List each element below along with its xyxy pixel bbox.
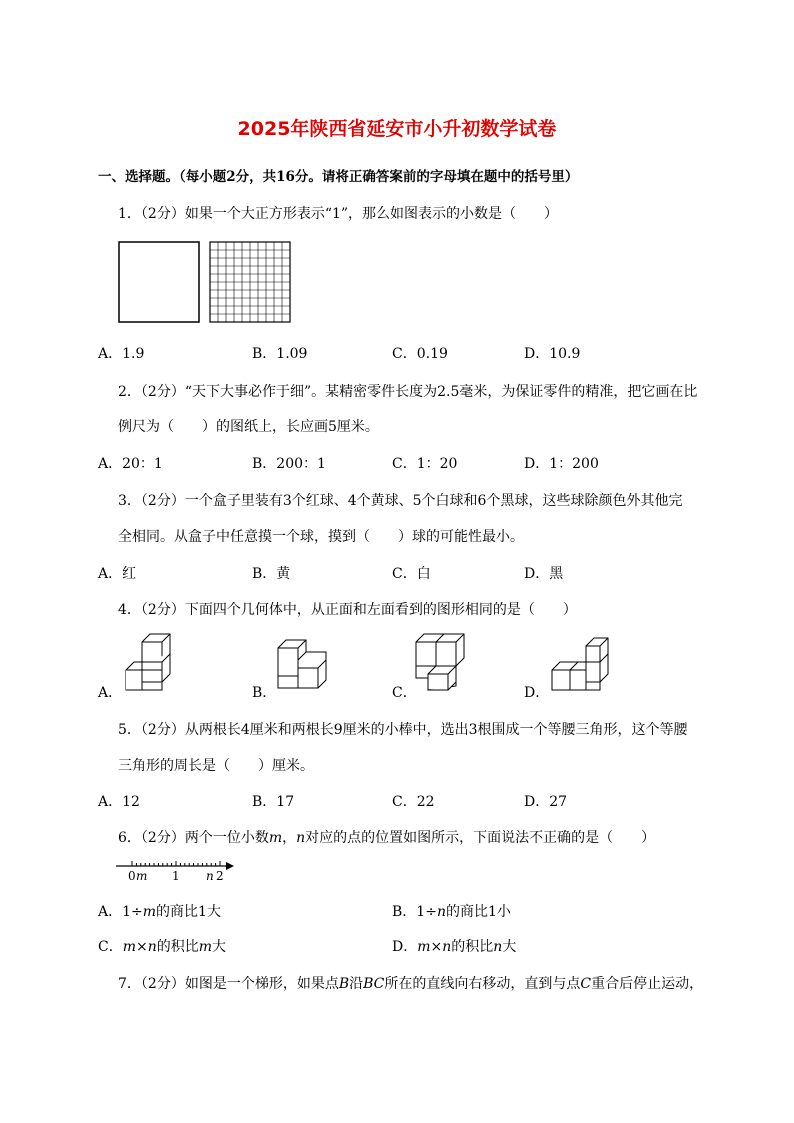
question-2-stem-line2: 例尺为（ ）的图纸上，长应画5厘米。 xyxy=(118,419,379,435)
q6-option-a: A．1÷m的商比1大 xyxy=(98,904,221,920)
question-1-figure xyxy=(116,240,296,324)
q5-option-b: B．17 xyxy=(252,794,295,810)
number-line-label-1: 1 xyxy=(172,869,180,883)
question-6-stem: 6．（2分）两个一位小数m，n对应的点的位置如图所示，下面说法不正确的是（ ） xyxy=(118,830,656,846)
q1-option-b: B．1.09 xyxy=(252,346,308,362)
hundred-grid xyxy=(210,242,290,322)
q2-option-b: B．200：1 xyxy=(252,456,326,472)
q5-option-d: D．27 xyxy=(524,794,568,810)
q4-solid-b xyxy=(270,632,340,696)
q4-option-d: D． xyxy=(524,685,550,701)
question-3-stem-line1: 3．（2分）一个盒子里装有3个红球、4个黄球、5个白球和6个黑球，这些球除颜色外其他完 xyxy=(118,493,683,509)
question-1-stem: 1．（2分）如果一个大正方形表示“1”，那么如图表示的小数是（ ） xyxy=(118,206,559,222)
q3-option-b: B．黄 xyxy=(252,566,291,582)
q4-solid-a xyxy=(116,630,186,696)
q2-option-c: C．1：20 xyxy=(392,456,458,472)
q6-option-c: C．m×n的积比m大 xyxy=(98,939,227,955)
q5-option-c: C．22 xyxy=(392,794,435,810)
q6-option-b: B．1÷n的商比1小 xyxy=(392,904,511,920)
q4-option-a: A． xyxy=(98,685,123,701)
question-5-stem-line2: 三角形的周长是（ ）厘米。 xyxy=(118,758,314,774)
question-5-stem-line1: 5．（2分）从两根长4厘米和两根长9厘米的小棒中，选出3根围成一个等腰三角形，这个等腰 xyxy=(118,722,688,738)
q3-option-c: C．白 xyxy=(392,566,431,582)
q1-option-d: D．10.9 xyxy=(524,346,581,362)
q4-solid-d xyxy=(546,630,616,696)
question-4-stem: 4．（2分）下面四个几何体中，从正面和左面看到的图形相同的是（ ） xyxy=(118,602,577,618)
section-heading: 一、选择题。（每小题2分，共16分。请将正确答案前的字母填在题中的括号里） xyxy=(98,169,579,185)
number-line xyxy=(114,858,238,884)
q1-option-a: A．1.9 xyxy=(98,346,145,362)
question-7-stem: 7．（2分）如图是一个梯形，如果点B沿BC所在的直线向右移动，直到与点C重合后停止运动， xyxy=(118,976,704,992)
whole-square xyxy=(119,242,199,322)
q4-option-c: C． xyxy=(392,685,417,701)
question-3-stem-line2: 全相同。从盒子中任意摸一个球，摸到（ ）球的可能性最小。 xyxy=(118,529,524,545)
question-2-stem-line1: 2．（2分）“天下大事必作于细”。某精密零件长度为2.5毫米，为保证零件的精准，把它画在比 xyxy=(118,384,698,400)
q4-option-b: B． xyxy=(252,685,277,701)
q5-option-a: A．12 xyxy=(98,794,140,810)
q1-option-c: C．0.19 xyxy=(392,346,448,362)
number-line-label-n: n xyxy=(206,869,214,883)
q4-solid-c xyxy=(408,630,478,696)
number-line-label-m: m xyxy=(136,869,148,883)
q3-option-a: A．红 xyxy=(98,566,137,582)
page-title: 2025年陕西省延安市小升初数学试卷 xyxy=(237,118,557,140)
q6-option-d: D．m×n的积比n大 xyxy=(392,939,517,955)
q3-option-d: D．黑 xyxy=(524,566,564,582)
number-line-label-2: 2 xyxy=(216,869,224,883)
number-line-label-0: 0 xyxy=(128,869,136,883)
q2-option-a: A．20：1 xyxy=(98,456,163,472)
q2-option-d: D．1：200 xyxy=(524,456,599,472)
